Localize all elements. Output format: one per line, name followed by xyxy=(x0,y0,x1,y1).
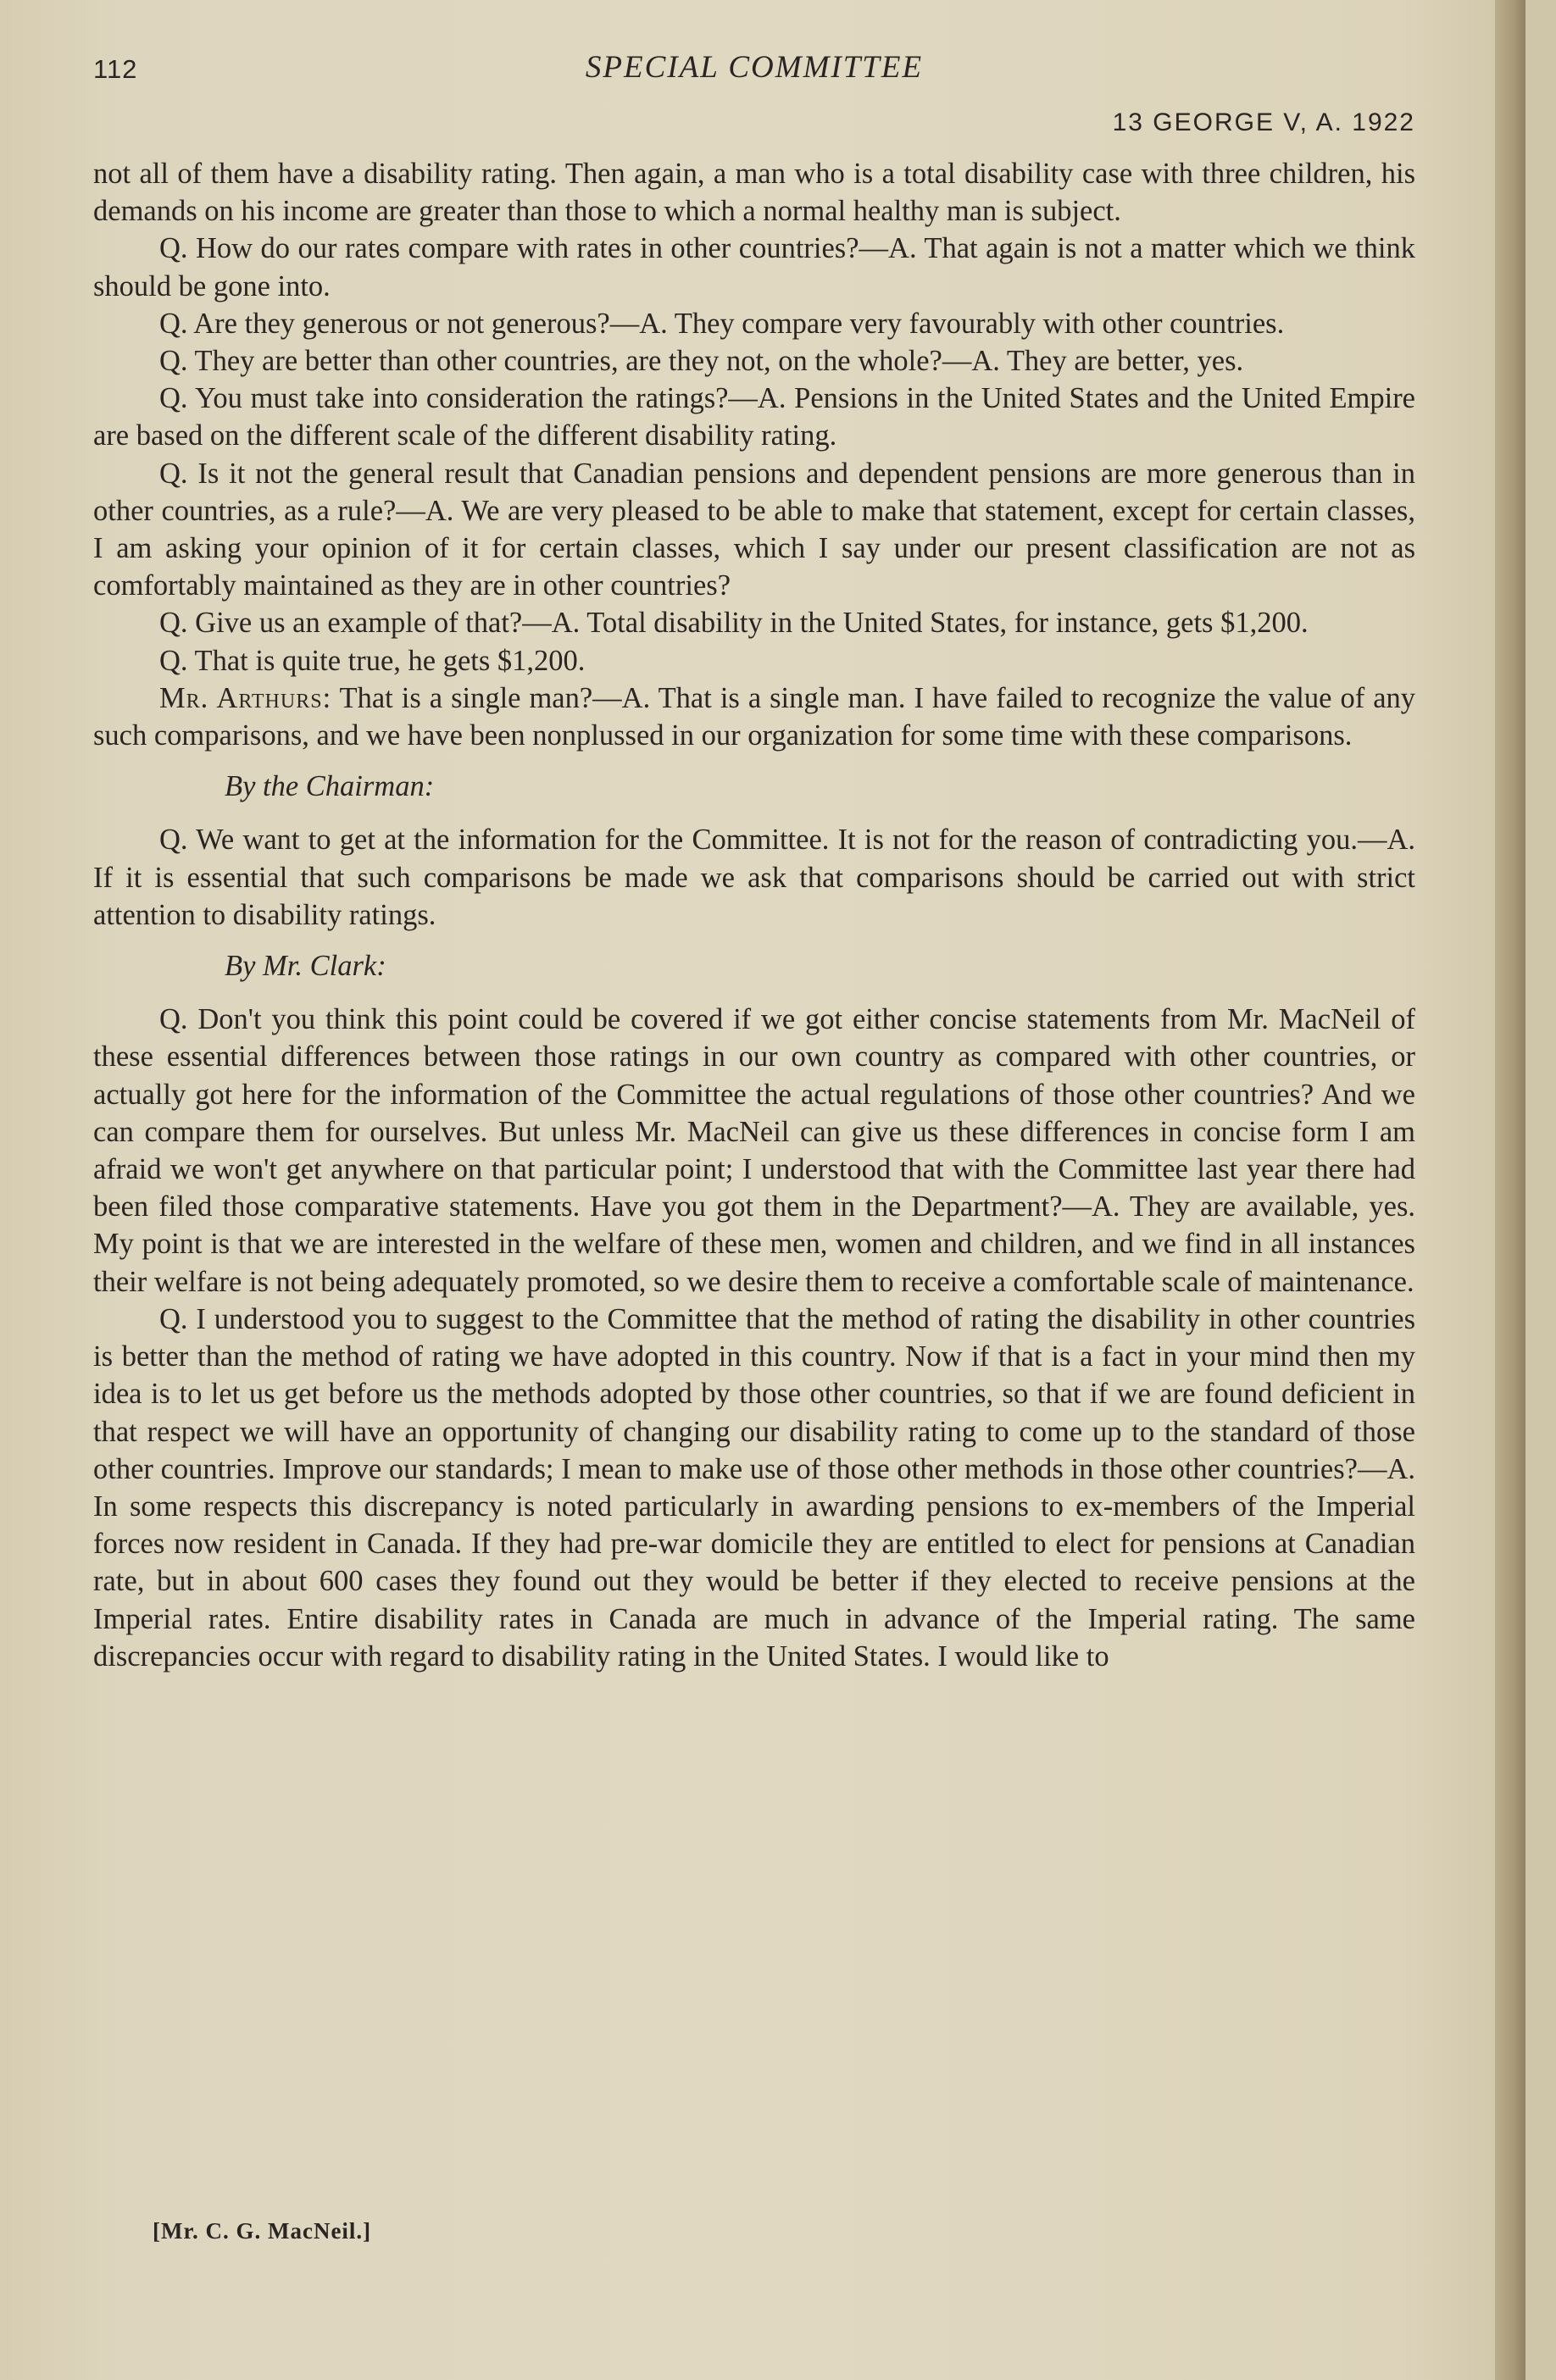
paragraph: Q. You must take into consideration the ratings?—A. Pensions in the United States and the United Empire are based on the different scale of the different disability rating. xyxy=(93,382,1415,452)
paragraph: Q. Don't you think this point could be covered if we got either concise statements from Mr. MacNeil of these essential differences between those ratings in our own country as compared with other countries, or actually got here for the information of the Committee the actual regulations of those other countries? And we can compare them for ourselves. But unless Mr. MacNeil can give us these differences in concise form I am afraid we won't get anywhere on that particular point; I understood that with the Committee last year there had been filed those comparative statements. Have you got them in the Department?—A. They are available, yes. My point is that we are interested in the welfare of these men, women and children, and we find in all instances their welfare is not being adequately promoted, so we desire them to receive a comfortable scale of maintenance. xyxy=(93,1003,1415,1298)
paragraph: Q. We want to get at the information for the Committee. It is not for the reason of contradicting you.—A. If it is essential that such comparisons be made we ask that comparisons should be carried out with strict attention to disability ratings. xyxy=(93,824,1415,931)
page-body xyxy=(93,155,1415,1675)
paragraph xyxy=(93,680,1415,754)
paragraph: Q. Is it not the general result that Canadian pensions and dependent pensions are more generous than in other countries, as a rule?—A. We are very pleased to be able to make that statement, except for certain classes, I am asking your opinion of it for certain classes, which I say under our present classification are not as comfortably maintained as they are in other countries? xyxy=(93,457,1415,602)
session-label: 13 GEORGE V, A. 1922 xyxy=(1112,108,1415,136)
paragraph: Q. I understood you to suggest to the Committee that the method of rating the disability in other countries is better than the method of rating we have adopted in this country. Now if that is a fact in your mind then my idea is to let us get before us the methods adopted by those other countries, so that if we are found deficient in that respect we will have an opportunity of changing our disability rating to come up to the standard of those other countries. Improve our standards; I mean to make use of those other methods in those other countries?—A. In some respects this discrepancy is noted particularly in awarding pensions to ex-members of the Imperial forces now resident in Canada. If they had pre-war domicile they are entitled to elect for pensions at Canadian rate, but in about 600 cases they found out they would be better if they elected to receive pensions at the Imperial rates. Entire disability rates in Canada are much in advance of the Imperial rating. The same discrepancies occur with regard to disability rating in the United States. I would like to xyxy=(93,1302,1415,1673)
page-header xyxy=(93,49,1415,92)
page-binding-edge xyxy=(1495,0,1525,2380)
paragraph: Q. Are they generous or not generous?—A. They compare very favourably with other countries. xyxy=(159,307,1285,340)
paragraph: Q. They are better than other countries, are they not, on the whole?—A. They are better, yes. xyxy=(159,345,1244,378)
section-heading-chairman: By the Chairman: xyxy=(225,770,435,803)
section-heading-clark: By Mr. Clark: xyxy=(225,950,386,983)
paragraph-text: That is a single man?—A. That is a single man. I have failed to recognize the value of any such comparisons, and we have been nonplussed in our organization for some time with these comparisons. xyxy=(93,681,1416,752)
page-number: 112 xyxy=(93,54,138,84)
paragraph: Q. Give us an example of that?—A. Total disability in the United States, for instance, gets $1,200. xyxy=(159,607,1309,640)
running-title: SPECIAL COMMITTEE xyxy=(585,50,924,85)
paragraph: Q. How do our rates compare with rates in other countries?—A. That again is not a matter which we think should be gone into. xyxy=(93,232,1415,302)
paragraph: Q. That is quite true, he gets $1,200. xyxy=(159,644,586,677)
paragraph: not all of them have a disability rating. Then again, a man who is a total disability case with three children, his demands on his income are greater than those to which a normal healthy man is subject. xyxy=(93,158,1415,228)
speaker-name: Mr. Arthurs: xyxy=(159,681,332,714)
footer-speaker-credit: [Mr. C. G. MacNeil.] xyxy=(153,2218,372,2244)
